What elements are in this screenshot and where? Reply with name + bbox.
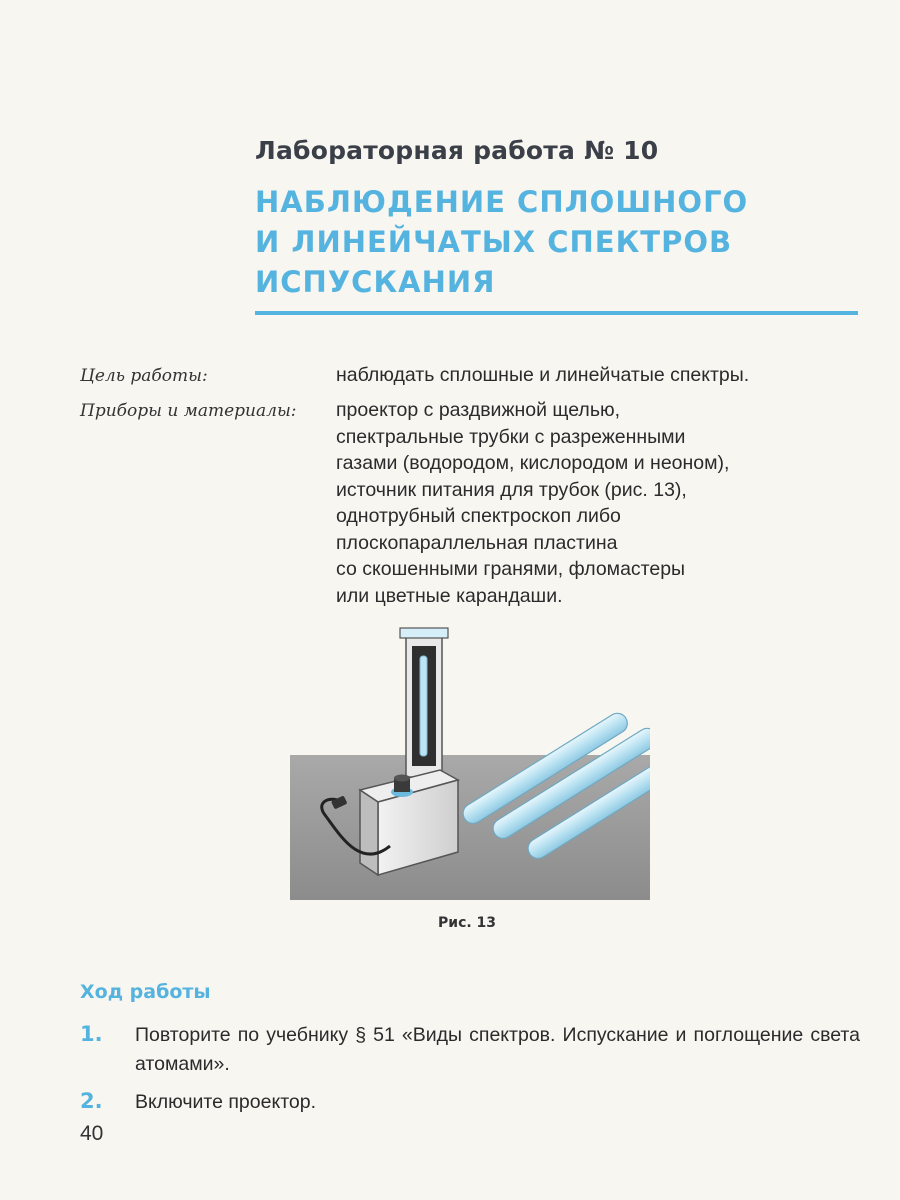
step-text: Включите проектор. — [135, 1091, 317, 1113]
page-number: 40 — [80, 1122, 104, 1145]
step-text: Повторите по учебнику § 51 «Виды спектров. Испускание и поглощение света атомами». — [135, 1024, 860, 1075]
procedure-heading: Ход работы — [80, 981, 211, 1003]
figure-illustration — [290, 620, 650, 900]
title-divider — [255, 311, 858, 315]
materials-line: со скошенными гранями, фломастеры — [336, 558, 686, 580]
materials-line: или цветные карандаши. — [336, 584, 563, 607]
materials-line: плоскопараллельная пластина — [336, 531, 618, 554]
lab-number: Лабораторная работа № 10 — [255, 136, 659, 165]
materials-line: спектральные трубки с разреженными — [336, 425, 686, 448]
lab-title-line-1: НАБЛЮДЕНИЕ СПЛОШНОГО — [255, 185, 749, 219]
materials-label: Приборы и материалы: — [80, 401, 297, 421]
lab-title-line-2: И ЛИНЕЙЧАТЫХ СПЕКТРОВ — [255, 225, 733, 259]
figure-caption: Рис. 13 — [438, 915, 497, 931]
goal-label: Цель работы: — [80, 366, 208, 386]
materials-line: источник питания для трубок (рис. 13), — [336, 478, 687, 501]
step-number: 2. — [80, 1089, 103, 1113]
figure-spectral-tube-power-supply — [290, 620, 650, 900]
materials-line: газами (водородом, кислородом и неоном), — [336, 452, 730, 474]
step-number: 1. — [80, 1022, 103, 1046]
materials-line: проектор с раздвижной щелью, — [336, 399, 621, 421]
materials-line: однотрубный спектроскоп либо — [336, 505, 621, 527]
spectral-tube-installed — [420, 656, 427, 756]
materials-list — [336, 397, 856, 609]
lab-title-line-3: ИСПУСКАНИЯ — [255, 265, 496, 299]
goal-value: наблюдать сплошные и линейчатые спектры. — [336, 364, 750, 386]
lab-title — [255, 182, 815, 302]
